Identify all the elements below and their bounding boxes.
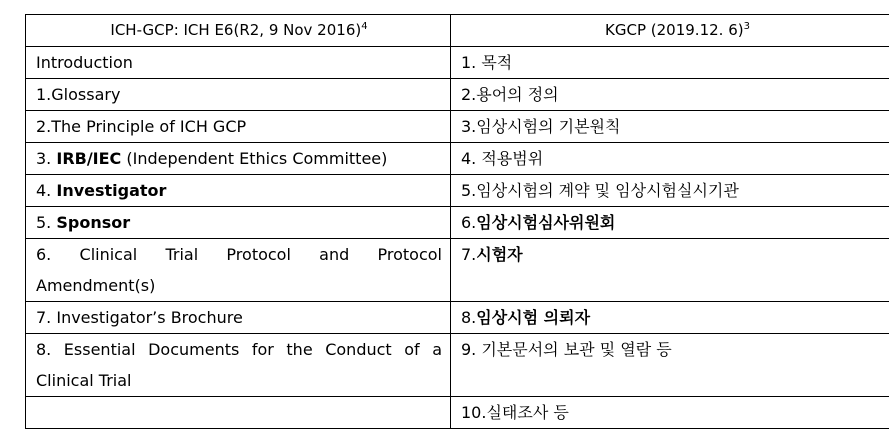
kgcp-cell — [451, 207, 889, 239]
ich-cell-bold: IRB/IEC — [56, 149, 122, 168]
ich-cell — [26, 143, 451, 175]
comparison-table — [25, 14, 889, 429]
header-ich-gcp-footnote: 4 — [361, 21, 368, 32]
kgcp-cell-prefix: 7. — [461, 245, 477, 264]
table-row — [26, 143, 889, 175]
table-row — [26, 302, 889, 334]
kgcp-cell: 3.임상시험의 기본원칙 — [451, 111, 889, 143]
kgcp-cell — [451, 239, 889, 302]
ich-cell — [26, 175, 451, 207]
table-header-row — [26, 15, 889, 47]
table-row — [26, 239, 889, 302]
ich-cell-bold: Sponsor — [56, 213, 131, 232]
kgcp-cell — [451, 302, 889, 334]
ich-cell: 7. Investigator’s Brochure — [26, 302, 451, 334]
table-row — [26, 175, 889, 207]
table-row — [26, 79, 889, 111]
table-row — [26, 397, 889, 429]
table-row — [26, 334, 889, 397]
header-kgcp-label: KGCP (2019.12. 6) — [605, 21, 744, 39]
header-cell-ich-gcp — [26, 15, 451, 47]
kgcp-cell-bold: 임상시험 의뢰자 — [476, 308, 591, 327]
kgcp-cell-prefix: 6. — [461, 213, 477, 232]
kgcp-cell-prefix: 8. — [461, 308, 477, 327]
ich-cell: 1.Glossary — [26, 79, 451, 111]
header-ich-gcp-label: ICH-GCP: ICH E6(R2, 9 Nov 2016) — [110, 21, 362, 39]
kgcp-cell: 10.실태조사 등 — [451, 397, 889, 429]
table-row — [26, 207, 889, 239]
ich-cell: 2.The Principle of ICH GCP — [26, 111, 451, 143]
ich-cell-prefix: 4. — [36, 181, 57, 200]
kgcp-cell: 9. 기본문서의 보관 및 열람 등 — [451, 334, 889, 397]
table-row — [26, 47, 889, 79]
ich-cell-suffix: (Independent Ethics Committee) — [121, 149, 388, 168]
ich-cell-prefix: 5. — [36, 213, 57, 232]
kgcp-cell: 1. 목적 — [451, 47, 889, 79]
header-cell-kgcp — [451, 15, 889, 47]
ich-cell: 8. Essential Documents for the Conduct of a Clinical Trial — [26, 334, 451, 397]
ich-cell — [26, 207, 451, 239]
kgcp-cell: 4. 적용범위 — [451, 143, 889, 175]
ich-cell: 6. Clinical Trial Protocol and Protocol Amendment(s) — [26, 239, 451, 302]
ich-cell-empty — [26, 397, 451, 429]
kgcp-cell: 2.용어의 정의 — [451, 79, 889, 111]
header-kgcp-footnote: 3 — [743, 21, 750, 32]
ich-cell-bold: Investigator — [56, 181, 167, 200]
kgcp-cell: 5.임상시험의 계약 및 임상시험실시기관 — [451, 175, 889, 207]
ich-cell-prefix: 3. — [36, 149, 57, 168]
kgcp-cell-bold: 임상시험심사위원회 — [476, 213, 616, 232]
table-row — [26, 111, 889, 143]
kgcp-cell-bold: 시험자 — [476, 245, 523, 264]
ich-cell: Introduction — [26, 47, 451, 79]
